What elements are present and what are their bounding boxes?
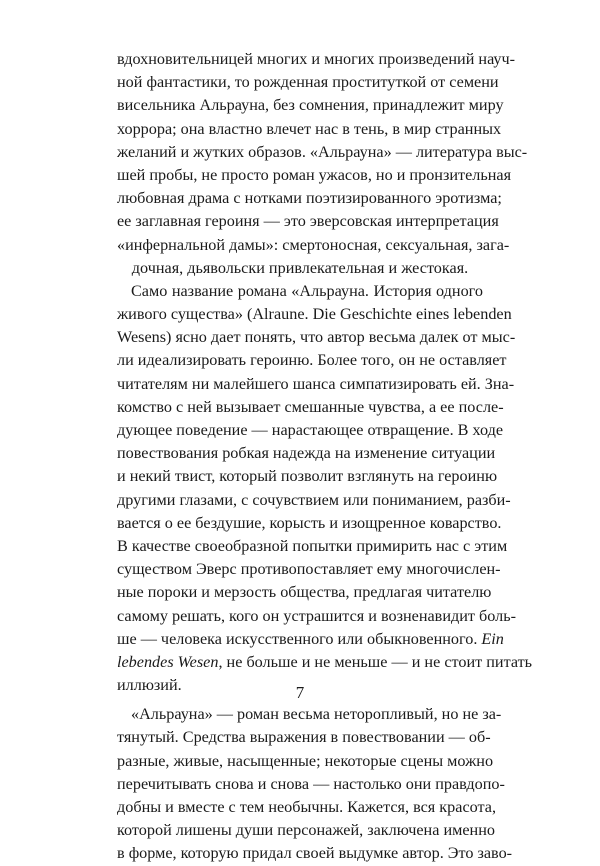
line-text: самому решать, кого он устрашится и возненавидит боль-	[117, 606, 516, 625]
text-line	[117, 349, 507, 372]
line-text: ее заглавная героиня — это эверсовская интерпретация	[117, 212, 499, 231]
line-text: которой лишены души персонажей, заключена именно	[117, 821, 495, 840]
line-text: «инфернальной дамы»: смертоносная, сексуальная, зага-	[117, 235, 510, 254]
line-text: другими глазами, с сочувствием или пониманием, разби-	[117, 490, 511, 509]
line-text: разные, живые, насыщенные; некоторые сцены можно	[117, 751, 494, 770]
text-line	[117, 581, 492, 604]
text-line	[117, 396, 504, 419]
text-line	[117, 489, 511, 512]
line-text: любовная драма с нотками поэтизированного эротизма;	[117, 189, 502, 208]
line-text: живого существа» (Alraune. Die Geschichte eines lebenden	[117, 305, 512, 324]
line-text: повествования робкая надежда на изменение ситуации	[117, 444, 496, 463]
text-line	[117, 750, 494, 773]
line-text: ные пороки и мерзость общества, предлагая читателю	[117, 583, 492, 602]
line-text: иллюзий.	[117, 676, 182, 695]
text-line	[117, 94, 504, 117]
line-text: вдохновительницей многих и многих произведений науч-	[117, 50, 516, 68]
text-line	[117, 819, 495, 842]
line-text: комство с ней вызывает смешанные чувства, а ее после-	[117, 397, 504, 416]
text-line	[117, 796, 497, 819]
body-text	[117, 48, 533, 866]
text-line	[117, 326, 516, 349]
line-text: и некий твист, который позволит взглянуть на героиню	[117, 467, 498, 486]
line-text: , не больше и не меньше — и не стоит питать	[218, 652, 533, 671]
line-text: в форме, которую придал своей выдумке автор. Это заво-	[117, 844, 513, 863]
text-line	[117, 558, 501, 581]
line-text: читателям ни малейшего шанса симпатизировать ей. Зна-	[117, 374, 515, 393]
line-text: висельника Альрауна, без сомнения, принадлежит миру	[117, 96, 504, 115]
text-line	[117, 628, 504, 651]
text-line	[117, 465, 498, 488]
text-line	[117, 234, 510, 257]
line-text: Само название романа «Альрауна. История одного	[131, 281, 483, 300]
text-line	[117, 842, 513, 865]
text-line	[117, 71, 499, 94]
text-line	[117, 651, 533, 674]
line-text: В качестве своеобразной попытки примирить нас с этим	[117, 536, 508, 555]
text-line	[117, 703, 502, 726]
text-line	[117, 419, 504, 442]
line-text: существом Эверс противопоставляет ему многочислен-	[117, 560, 501, 579]
line-text: вается о ее бездушие, корысть и изощренное коварство.	[117, 513, 502, 532]
line-text: ли идеализировать героиню. Более того, он не оставляет	[117, 351, 507, 370]
text-line	[117, 280, 483, 303]
line-text: перечитывать снова и снова — настолько они правдопо-	[117, 774, 505, 793]
text-line	[117, 442, 496, 465]
text-line	[117, 512, 502, 535]
text-line	[117, 535, 508, 558]
text-line	[117, 373, 515, 396]
text-line	[117, 164, 512, 187]
text-line	[117, 118, 502, 141]
line-text: «Альрауна» — роман весьма неторопливый, но не за-	[131, 705, 502, 724]
line-text: ной фантастики, то рожденная проституткой от семени	[117, 73, 499, 92]
text-line	[117, 773, 505, 796]
line-text: дующее поведение — нарастающее отвращение. В ходе	[117, 421, 504, 439]
line-text: добны и вместе с тем необычны. Кажется, вся красота,	[117, 798, 497, 816]
text-line	[117, 210, 499, 233]
line-text: хоррора; она властно влечет нас в тень, в мир странных	[117, 119, 502, 138]
text-line	[117, 303, 512, 326]
line-text: дочная, дьявольски привлекательная и жестокая.	[131, 258, 469, 277]
text-line	[117, 48, 516, 71]
text-line	[117, 726, 491, 749]
line-text: желаний и жутких образов. «Альрауна» — литература выс-	[117, 142, 528, 161]
line-text: тянутый. Средства выражения в повествовании — об-	[117, 728, 491, 747]
text-line	[117, 187, 502, 210]
line-text: ше — человека искусственного или обыкновенного.	[117, 629, 482, 648]
italic-phrase: lebendes Wesen	[117, 652, 219, 671]
text-line	[117, 141, 528, 164]
text-line	[117, 605, 516, 628]
line-text: шей пробы, не просто роман ужасов, но и пронзительная	[117, 165, 512, 184]
page-number: 7	[295, 683, 305, 702]
text-line	[117, 257, 483, 280]
line-text: Wesens) ясно дает понять, что автор весьма далек от мыс-	[117, 328, 516, 347]
italic-phrase: Ein	[481, 629, 504, 648]
